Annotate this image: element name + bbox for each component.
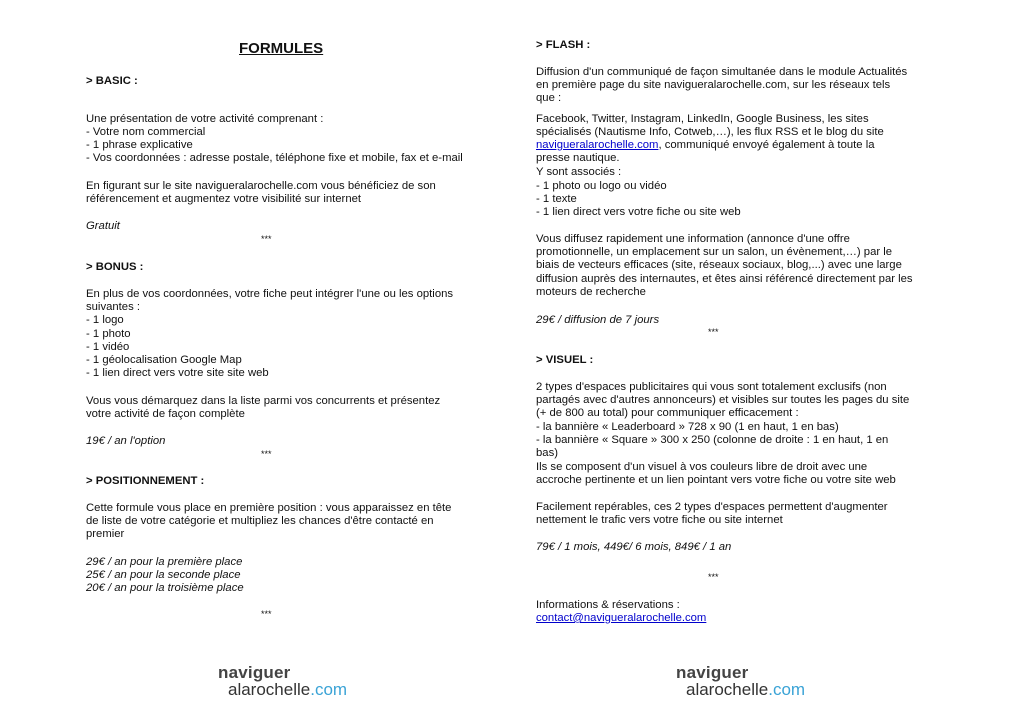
separator: *** [261, 449, 272, 459]
page-title: FORMULES [239, 40, 324, 57]
visuel-para-line: 2 types d'espaces publicitaires qui vous sont totalement exclusifs (non [536, 381, 887, 393]
positionnement-price: 20€ / an pour la troisième place [86, 582, 244, 594]
contact-email-link[interactable]: contact@navigueralarochelle.com [536, 612, 707, 624]
flash-para-line: Vous diffusez rapidement une information (annonce d'une offre [536, 233, 850, 245]
flash-link-line [536, 139, 874, 152]
list-item: - 1 texte [536, 193, 577, 205]
flash-para-line: diffusion auprès des internautes, et êtes ainsi référencé directement par les [536, 273, 913, 285]
flash-para-line: promotionnelle, un emplacement sur un salon, un évènement,…) par le [536, 246, 893, 258]
logo-line2: alarochelle.com [686, 680, 806, 699]
positionnement-para-line: premier [86, 528, 125, 540]
flash-link-tail: , communiqué envoyé également à toute la [658, 139, 875, 151]
list-item: - 1 vidéo [86, 341, 130, 353]
visuel-para-line: partagés avec d'autres annonceurs) et visibles sur toutes les pages du site [536, 394, 910, 406]
positionnement-para-line: de liste de votre catégorie et multipliez les chances d'être contacté en [86, 515, 434, 527]
separator: *** [708, 572, 719, 582]
list-item: - 1 logo [86, 314, 124, 326]
separator: *** [261, 234, 272, 244]
visuel-price: 79€ / 1 mois, 449€/ 6 mois, 849€ / 1 an [536, 541, 732, 553]
basic-para-line: référencement et augmentez votre visibilité sur internet [86, 193, 362, 205]
list-item: - Votre nom commercial [86, 126, 206, 138]
separator: *** [708, 327, 719, 337]
contact-label: Informations & réservations : [536, 599, 680, 611]
basic-para-line: En figurant sur le site navigueralarochelle.com vous bénéficiez de son [86, 180, 436, 192]
list-item: - 1 photo ou logo ou vidéo [536, 180, 667, 192]
flash-heading: > FLASH : [536, 39, 591, 51]
flash-networks-line: Facebook, Twitter, Instagram, LinkedIn, Google Business, les sites [536, 113, 869, 125]
flash-intro-line: Diffusion d'un communiqué de façon simultanée dans le module Actualités [536, 66, 908, 78]
bonus-price: 19€ / an l'option [86, 435, 166, 447]
positionnement-para-line: Cette formule vous place en première position : vous apparaissez en tête [86, 502, 452, 514]
site-link[interactable]: navigueralarochelle.com [536, 139, 659, 151]
list-item: - 1 lien direct vers votre site site web [86, 367, 269, 379]
logo-line2: alarochelle.com [228, 680, 348, 699]
visuel-heading: > VISUEL : [536, 354, 594, 366]
bonus-intro-line: suivantes : [86, 301, 141, 313]
list-item: - 1 lien direct vers votre fiche ou site web [536, 206, 741, 218]
bonus-intro-line: En plus de vos coordonnées, votre fiche peut intégrer l'une ou les options [86, 288, 454, 300]
basic-intro: Une présentation de votre activité comprenant : [86, 113, 324, 125]
visuel-para2-line: nettement le trafic vers votre fiche ou site internet [536, 514, 783, 526]
logo-line1: naviguer [218, 663, 291, 682]
visuel-para-line: - la bannière « Leaderboard » 728 x 90 (1 en haut, 1 en bas) [536, 421, 839, 433]
flash-networks-end: presse nautique. [536, 152, 620, 164]
flash-intro-line: en première page du site navigueralarochelle.com, sur les réseaux tels [536, 79, 891, 91]
flash-para-line: moteurs de recherche [536, 286, 646, 298]
flash-price: 29€ / diffusion de 7 jours [536, 314, 660, 326]
brand-logo-left [218, 664, 368, 704]
flash-assoc: Y sont associés : [536, 166, 622, 178]
list-item: - Vos coordonnées : adresse postale, téléphone fixe et mobile, fax et e-mail [86, 152, 463, 164]
positionnement-heading: > POSITIONNEMENT : [86, 475, 205, 487]
visuel-para-line: Ils se composent d'un visuel à vos couleurs libre de droit avec une [536, 461, 868, 473]
visuel-para-line: - la bannière « Square » 300 x 250 (colonne de droite : 1 en haut, 1 en [536, 434, 889, 446]
separator: *** [261, 609, 272, 619]
positionnement-price: 29€ / an pour la première place [86, 556, 243, 568]
list-item: - 1 géolocalisation Google Map [86, 354, 242, 366]
visuel-para-line: bas) [536, 447, 558, 459]
logo-line1: naviguer [676, 663, 749, 682]
basic-price: Gratuit [86, 220, 120, 232]
bonus-para-line: votre activité de façon complète [86, 408, 245, 420]
positionnement-price: 25€ / an pour la seconde place [86, 569, 241, 581]
bonus-para-line: Vous vous démarquez dans la liste parmi vos concurrents et présentez [86, 395, 441, 407]
list-item: - 1 photo [86, 328, 131, 340]
brand-logo-right [676, 664, 826, 704]
list-item: - 1 phrase explicative [86, 139, 193, 151]
flash-para-line: biais de vecteurs efficaces (site, réseaux sociaux, blog,...) avec une large [536, 259, 902, 271]
flash-networks-line: spécialisés (Nautisme Info, Cotweb,…), les flux RSS et le blog du site [536, 126, 884, 138]
visuel-para-line: accroche pertinente et un lien pointant vers votre fiche ou votre site web [536, 474, 896, 486]
visuel-para-line: (+ de 800 au total) pour communiquer efficacement : [536, 407, 799, 419]
flash-intro-line: que : [536, 92, 562, 104]
visuel-para2-line: Facilement repérables, ces 2 types d'espaces permettent d'augmenter [536, 501, 888, 513]
basic-heading: > BASIC : [86, 75, 138, 87]
bonus-heading: > BONUS : [86, 261, 144, 273]
